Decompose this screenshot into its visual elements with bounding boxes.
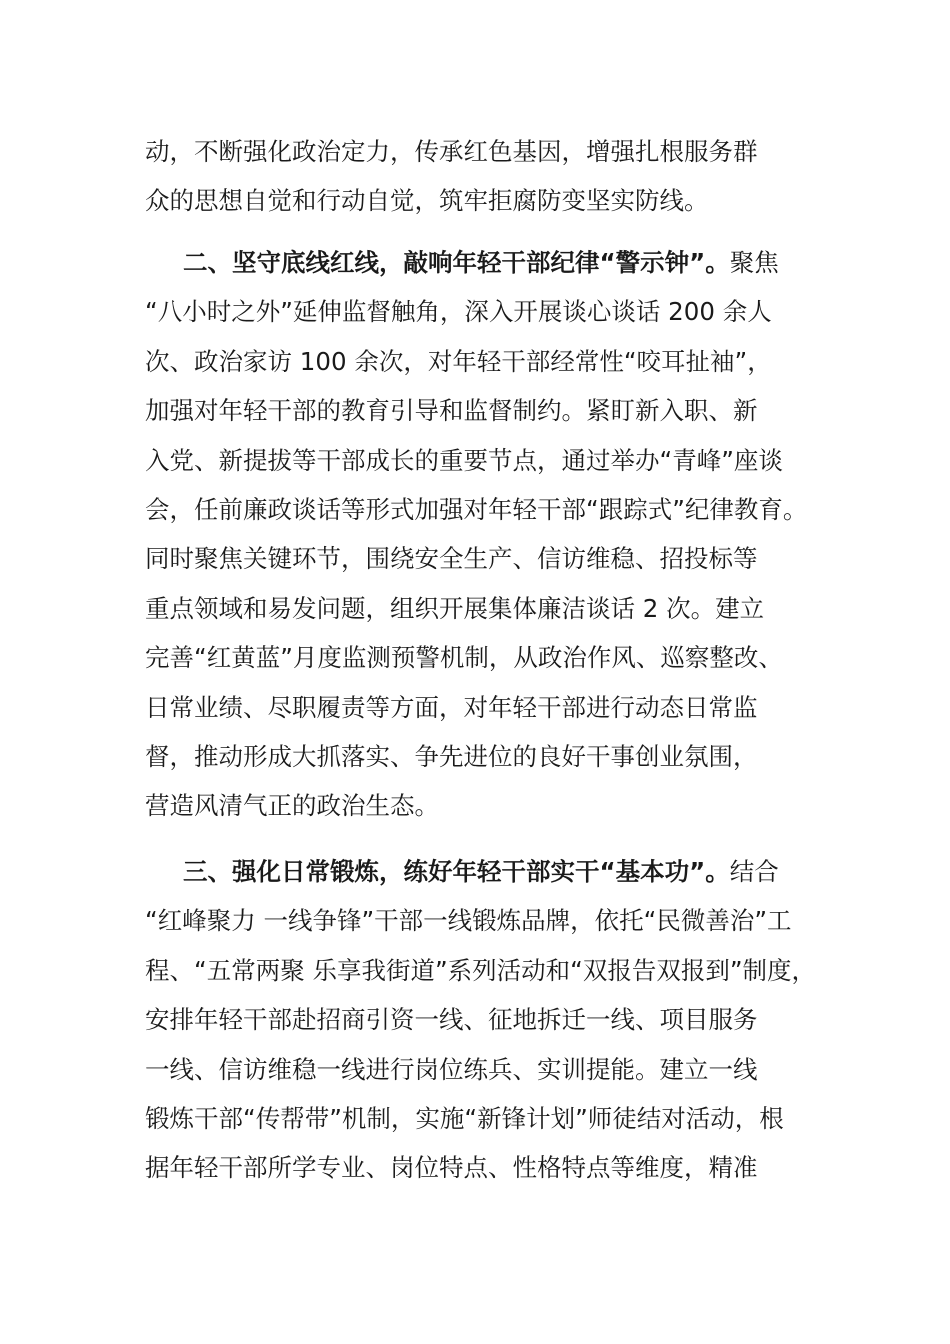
section-heading: 二、坚守底线红线，敲响年轻干部纪律“警示钟”。 bbox=[183, 248, 730, 277]
text-line: 营造风清气正的政治生态。 bbox=[145, 791, 439, 821]
text-line: 同时聚焦关键环节，围绕安全生产、信访维稳、招投标等 bbox=[145, 544, 758, 574]
text-line: 据年轻干部所学专业、岗位特点、性格特点等维度，精准 bbox=[145, 1153, 758, 1183]
paragraph-section-two bbox=[145, 238, 835, 831]
text-line: 安排年轻干部赴招商引资一线、征地拆迁一线、项目服务 bbox=[145, 1005, 758, 1035]
paragraph-continuation bbox=[145, 127, 835, 226]
text-line: 一线、信访维稳一线进行岗位练兵、实训提能。建立一线 bbox=[145, 1054, 758, 1084]
text-line: 动，不断强化政治定力，传承红色基因，增强扎根服务群 bbox=[145, 137, 758, 166]
text-line: 锻炼干部“传帮带”机制，实施“新锋计划”师徒结对活动，根 bbox=[145, 1103, 784, 1133]
paragraph-section-three bbox=[145, 847, 835, 1193]
text-line: 加强对年轻干部的教育引导和监督制约。紧盯新入职、新 bbox=[145, 396, 758, 426]
text-line: 重点领域和易发问题，组织开展集体廉洁谈话 2 次。建立 bbox=[145, 593, 765, 623]
text-line: 完善“红黄蓝”月度监测预警机制，从政治作风、巡察整改、 bbox=[145, 643, 783, 673]
text-line: 众的思想自觉和行动自觉，筑牢拒腐防变坚实防线。 bbox=[145, 186, 709, 216]
text-line: 次、政治家访 100 余次，对年轻干部经常性“咬耳扯袖”， bbox=[145, 346, 772, 376]
text-run: 聚焦 bbox=[729, 248, 779, 277]
text-line: 会，任前廉政谈话等形式加强对年轻干部“跟踪式”纪律教育。 bbox=[145, 494, 808, 524]
text-line: “红峰聚力 一线争锋”干部一线锻炼品牌，依托“民微善治”工 bbox=[145, 906, 792, 936]
text-line: 督，推动形成大抓落实、争先进位的良好干事创业氛围， bbox=[145, 741, 758, 771]
text-line: 入党、新提拔等干部成长的重要节点，通过举办“青峰”座谈 bbox=[145, 445, 783, 475]
text-line: 程、“五常两聚 乐享我街道”系列活动和“双报告双报到”制度， bbox=[145, 955, 817, 985]
text-line: “八小时之外”延伸监督触角，深入开展谈心谈话 200 余人 bbox=[145, 297, 772, 327]
section-heading-line bbox=[145, 847, 835, 896]
text-run: 结合 bbox=[729, 857, 779, 886]
section-heading: 三、强化日常锻炼，练好年轻干部实干“基本功”。 bbox=[183, 857, 730, 886]
text-line: 日常业绩、尽职履责等方面，对年轻干部进行动态日常监 bbox=[145, 692, 758, 722]
section-heading-line bbox=[145, 238, 835, 287]
